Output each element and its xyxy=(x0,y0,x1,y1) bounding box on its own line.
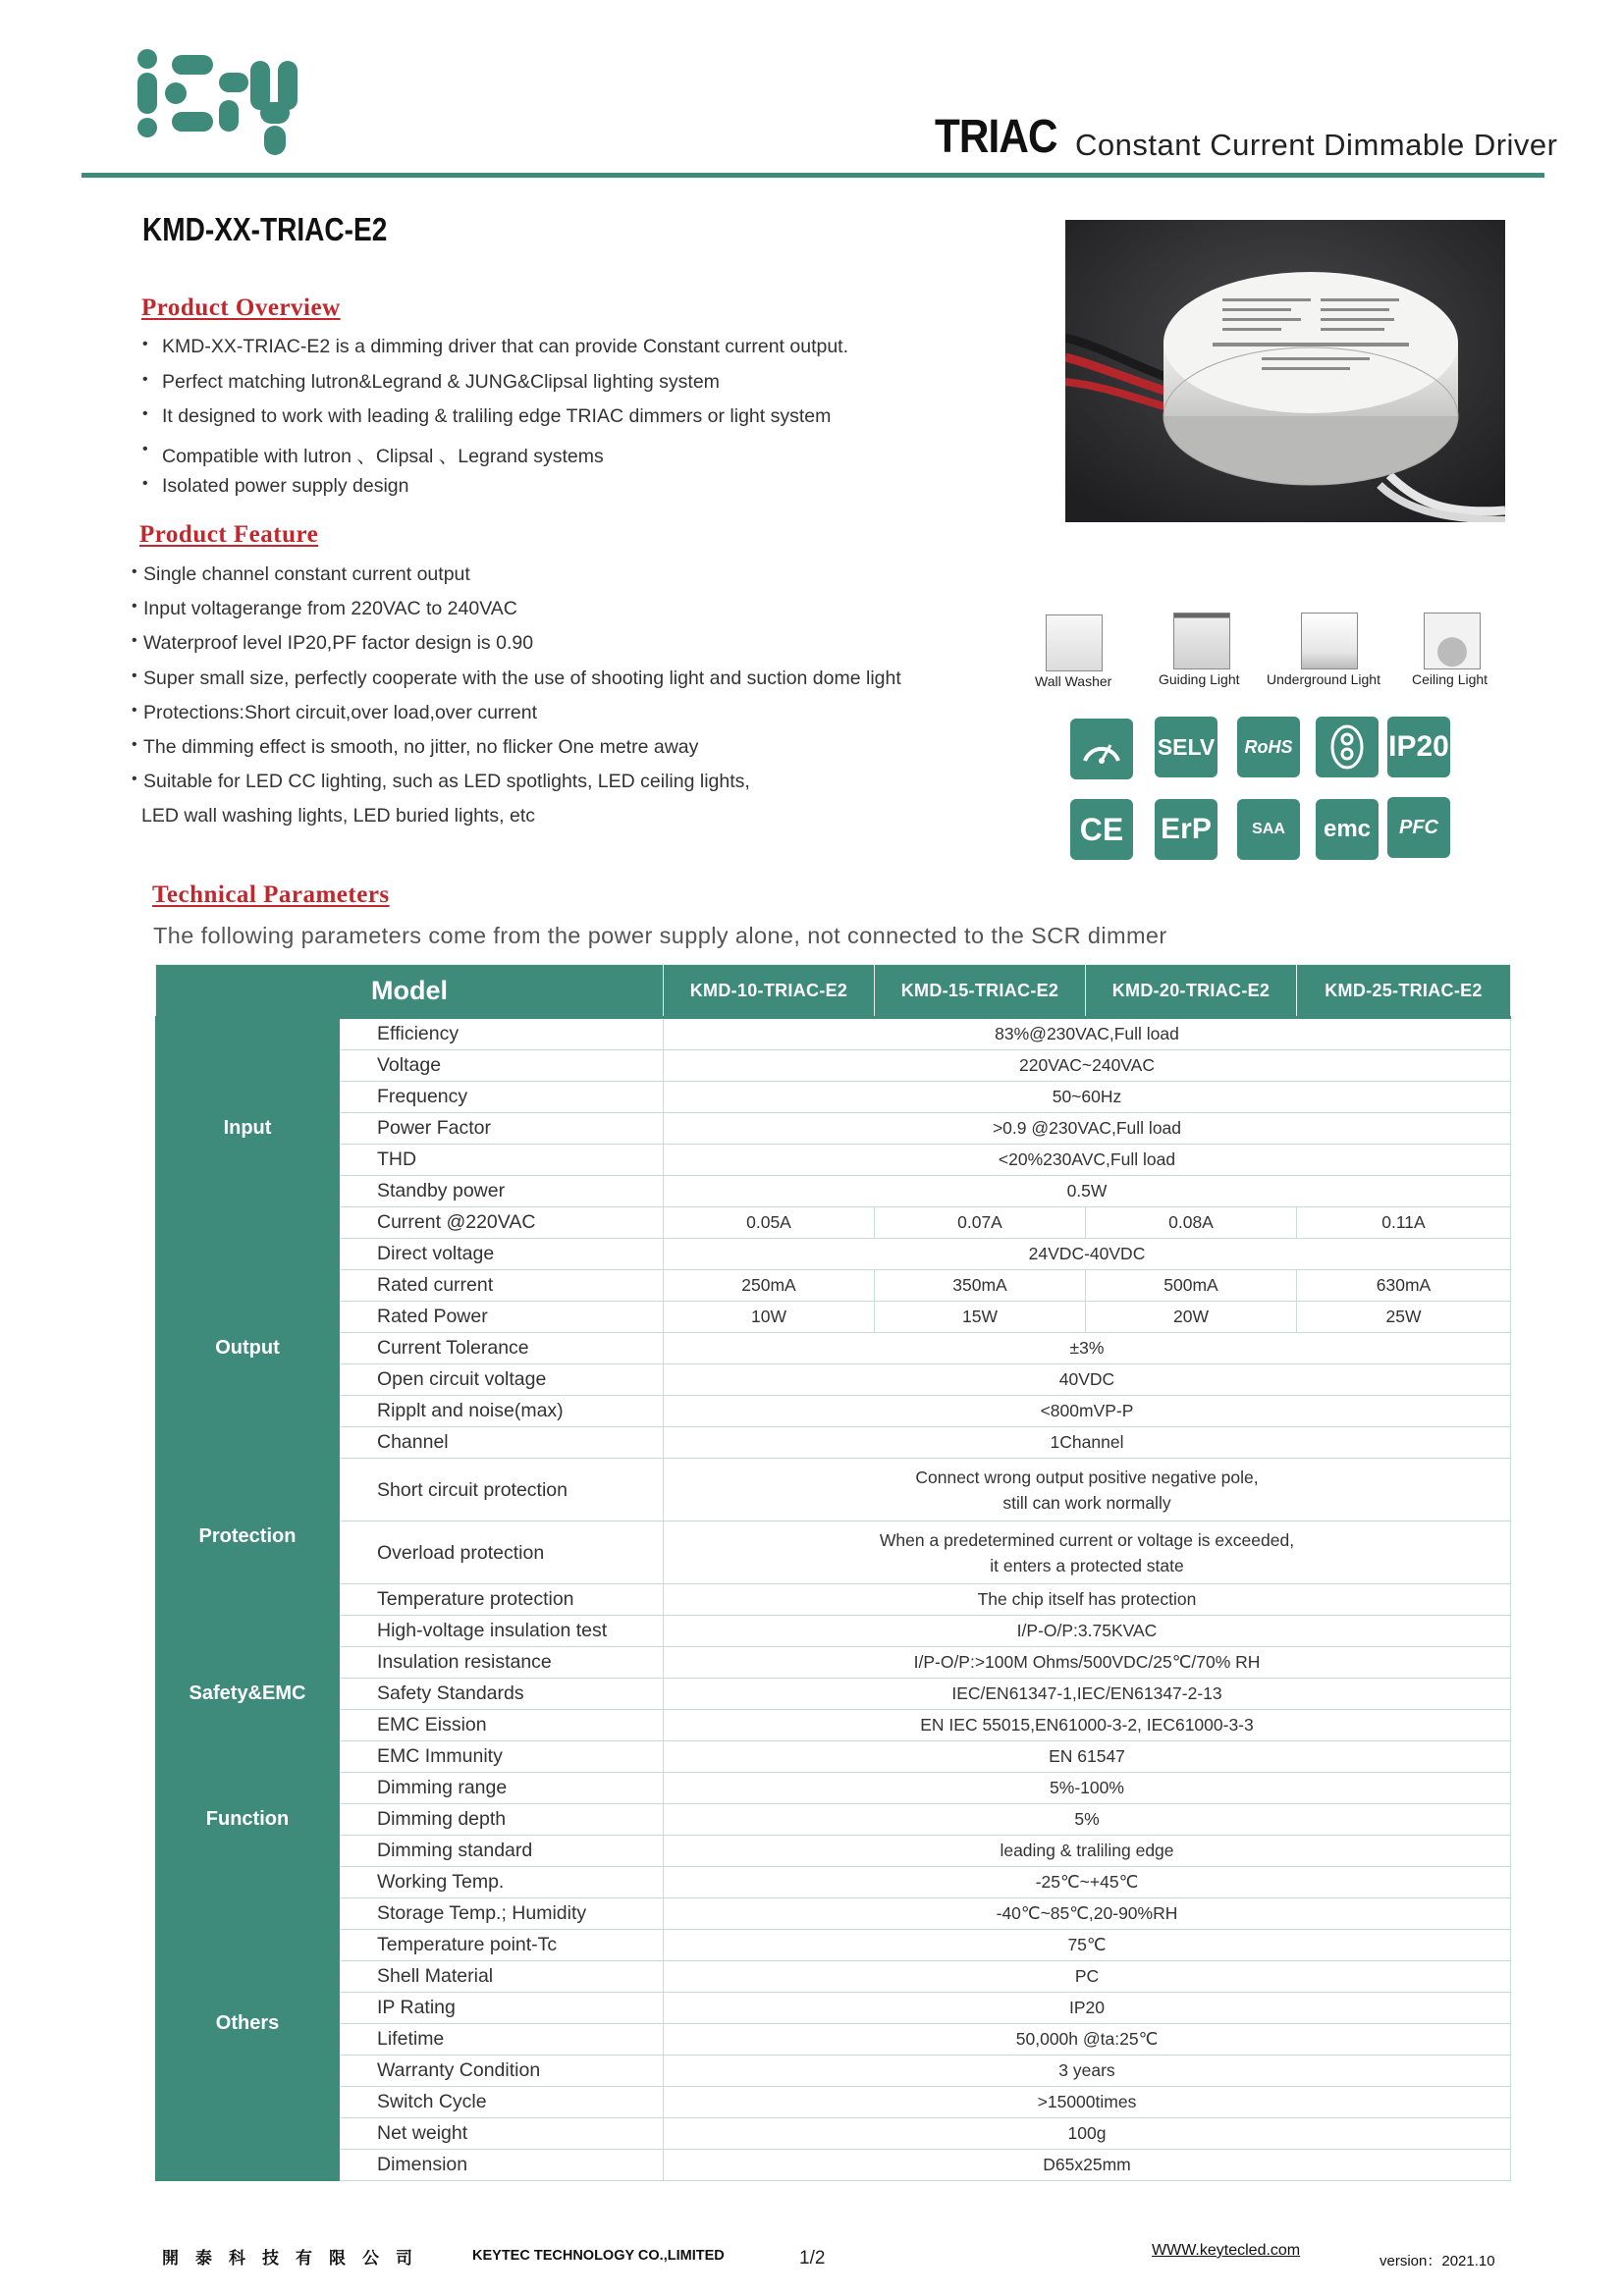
overview-item: • Isolated power supply design xyxy=(142,475,848,510)
ip20-badge-icon: IP20 xyxy=(1387,717,1450,777)
group-others: Others xyxy=(156,1867,340,2181)
table-row xyxy=(156,1961,1511,1993)
wall-washer-icon xyxy=(1046,614,1103,671)
table-row xyxy=(156,1113,1511,1145)
app-label-wall-washer: Wall Washer xyxy=(1035,673,1112,689)
param-value: <20%230AVC,Full load xyxy=(664,1145,1511,1176)
param-label: Dimming standard xyxy=(340,1836,664,1867)
table-row xyxy=(156,1459,1511,1522)
param-label: Insulation resistance xyxy=(340,1647,664,1679)
param-value: 0.08A xyxy=(1086,1207,1297,1239)
param-label: Open circuit voltage xyxy=(340,1364,664,1396)
param-value: D65x25mm xyxy=(664,2150,1511,2181)
param-value: 220VAC~240VAC xyxy=(664,1050,1511,1082)
param-value: 500mA xyxy=(1086,1270,1297,1302)
warranty-badge-icon xyxy=(1070,719,1133,779)
param-label: Warranty Condition xyxy=(340,2056,664,2087)
param-value: 75℃ xyxy=(664,1930,1511,1961)
footer-chinese-name: 開泰科技有限公司 xyxy=(162,2249,429,2269)
param-label: Temperature protection xyxy=(340,1584,664,1616)
param-label: Dimming depth xyxy=(340,1804,664,1836)
param-value: 630mA xyxy=(1297,1270,1511,1302)
param-value: 0.11A xyxy=(1297,1207,1511,1239)
table-row xyxy=(156,1239,1511,1270)
param-value: I/P-O/P:3.75KVAC xyxy=(664,1616,1511,1647)
header-model: Model xyxy=(156,965,664,1018)
group-protection: Protection xyxy=(156,1459,340,1616)
feature-item: • Waterproof level IP20,PF factor design is 0.90 xyxy=(132,632,901,667)
app-label-guiding-light: Guiding Light xyxy=(1159,671,1240,687)
group-output: Output xyxy=(156,1239,340,1459)
technical-title: Technical Parameters xyxy=(152,881,390,908)
table-row xyxy=(156,1584,1511,1616)
header-brand-word: TRIAC xyxy=(935,111,1057,163)
footer-company: KEYTEC TECHNOLOGY CO.,LIMITED xyxy=(472,2248,725,2264)
table-row xyxy=(156,1930,1511,1961)
table-row xyxy=(156,1364,1511,1396)
param-value-line: still can work normally xyxy=(1002,1492,1171,1513)
param-label: Rated current xyxy=(340,1270,664,1302)
underground-light-icon xyxy=(1301,613,1358,669)
param-label: Ripplt and noise(max) xyxy=(340,1396,664,1427)
emc-badge-icon: emc xyxy=(1316,799,1379,860)
rohs-badge-icon: RoHS xyxy=(1237,717,1300,777)
table-row xyxy=(156,1207,1511,1239)
table-row xyxy=(156,2150,1511,2181)
table-row xyxy=(156,1898,1511,1930)
table-row xyxy=(156,1176,1511,1207)
param-label: Current @220VAC xyxy=(340,1207,664,1239)
param-label: Rated Power xyxy=(340,1302,664,1333)
param-label: Temperature point-Tc xyxy=(340,1930,664,1961)
param-label: Current Tolerance xyxy=(340,1333,664,1364)
param-label: IP Rating xyxy=(340,1993,664,2024)
erp-badge-icon: ErP xyxy=(1155,799,1217,860)
param-value: 0.05A xyxy=(664,1207,875,1239)
param-value-line: When a predetermined current or voltage is exceeded, xyxy=(879,1529,1295,1550)
param-value: 25W xyxy=(1297,1302,1511,1333)
table-row xyxy=(156,1710,1511,1741)
pfc-badge-icon: PFC xyxy=(1387,797,1450,858)
param-label: THD xyxy=(340,1145,664,1176)
table-row xyxy=(156,1804,1511,1836)
param-label: Lifetime xyxy=(340,2024,664,2056)
param-label: High-voltage insulation test xyxy=(340,1616,664,1647)
param-label: Power Factor xyxy=(340,1113,664,1145)
table-row xyxy=(156,1082,1511,1113)
param-value: IP20 xyxy=(664,1993,1511,2024)
table-row xyxy=(156,1867,1511,1898)
group-input: Input xyxy=(156,1018,340,1239)
table-row xyxy=(156,1145,1511,1176)
param-label: Working Temp. xyxy=(340,1867,664,1898)
header-divider xyxy=(81,173,1544,178)
param-value: 100g xyxy=(664,2118,1511,2150)
header-model-20: KMD-20-TRIAC-E2 xyxy=(1086,965,1297,1018)
param-label: Standby power xyxy=(340,1176,664,1207)
app-label-underground-light: Underground Light xyxy=(1267,671,1380,687)
param-label: Storage Temp.; Humidity xyxy=(340,1898,664,1930)
group-function: Function xyxy=(156,1773,340,1867)
param-value: 0.5W xyxy=(664,1176,1511,1207)
header-model-15: KMD-15-TRIAC-E2 xyxy=(875,965,1086,1018)
param-value: 5% xyxy=(664,1804,1511,1836)
overview-title: Product Overview xyxy=(141,294,341,321)
param-value: -40℃~85℃,20-90%RH xyxy=(664,1898,1511,1930)
app-label-ceiling-light: Ceiling Light xyxy=(1412,671,1488,687)
spec-table xyxy=(155,964,1511,2181)
param-value: <800mVP-P xyxy=(664,1396,1511,1427)
param-value: 50~60Hz xyxy=(664,1082,1511,1113)
feature-item: • Input voltagerange from 220VAC to 240VAC xyxy=(132,598,901,632)
param-value: 250mA xyxy=(664,1270,875,1302)
model-title: KMD-XX-TRIAC-E2 xyxy=(142,211,388,247)
param-value: The chip itself has protection xyxy=(664,1584,1511,1616)
feature-item: • Protections:Short circuit,over load,over current xyxy=(132,702,901,736)
overview-item: • KMD-XX-TRIAC-E2 is a dimming driver that can provide Constant current output. xyxy=(142,336,848,371)
technical-note: The following parameters come from the power supply alone, not connected to the SCR dimmer xyxy=(153,923,1167,948)
param-value: 24VDC-40VDC xyxy=(664,1239,1511,1270)
param-label: Short circuit protection xyxy=(340,1459,664,1522)
table-row xyxy=(156,1773,1511,1804)
param-value: 1Channel xyxy=(664,1427,1511,1459)
header-subtitle: Constant Current Dimmable Driver xyxy=(1075,128,1558,162)
param-value: PC xyxy=(664,1961,1511,1993)
table-row xyxy=(156,1679,1511,1710)
overview-item: • Perfect matching lutron&Legrand & JUNG&Clipsal lighting system xyxy=(142,371,848,406)
param-value-line: Connect wrong output positive negative pole, xyxy=(915,1467,1259,1487)
header-model-10: KMD-10-TRIAC-E2 xyxy=(664,965,875,1018)
param-value: >0.9 @230VAC,Full load xyxy=(664,1113,1511,1145)
param-value: 5%-100% xyxy=(664,1773,1511,1804)
overview-item: • Compatible with lutron 、Clipsal 、Legrand systems xyxy=(142,441,848,476)
saa-badge-icon: SAA xyxy=(1237,799,1300,860)
website-link[interactable]: WWW.keytecled.com xyxy=(1152,2242,1301,2259)
table-row xyxy=(156,2056,1511,2087)
table-row xyxy=(156,1522,1511,1584)
table-row xyxy=(156,1647,1511,1679)
param-label: EMC Immunity xyxy=(340,1741,664,1773)
overview-item: • It designed to work with leading & traliling edge TRIAC dimmers or light system xyxy=(142,405,848,441)
table-row xyxy=(156,1741,1511,1773)
param-value: 20W xyxy=(1086,1302,1297,1333)
param-label: Switch Cycle xyxy=(340,2087,664,2118)
param-label: EMC Eission xyxy=(340,1710,664,1741)
table-row xyxy=(156,1333,1511,1364)
param-value: EN IEC 55015,EN61000-3-2, IEC61000-3-3 xyxy=(664,1710,1511,1741)
group-safety-emc: Safety&EMC xyxy=(156,1616,340,1773)
param-label: Safety Standards xyxy=(340,1679,664,1710)
param-value: 15W xyxy=(875,1302,1086,1333)
param-value: >15000times xyxy=(664,2087,1511,2118)
company-logo xyxy=(133,47,314,165)
ceiling-light-icon xyxy=(1424,613,1481,669)
table-row xyxy=(156,2087,1511,2118)
table-row xyxy=(156,1270,1511,1302)
param-value: 10W xyxy=(664,1302,875,1333)
feature-title: Product Feature xyxy=(139,521,319,548)
table-row xyxy=(156,1302,1511,1333)
param-label: Voltage xyxy=(340,1050,664,1082)
param-value: ±3% xyxy=(664,1333,1511,1364)
header-model-25: KMD-25-TRIAC-E2 xyxy=(1297,965,1511,1018)
param-value: I/P-O/P:>100M Ohms/500VDC/25℃/70% RH xyxy=(664,1647,1511,1679)
product-photo xyxy=(1065,220,1505,522)
table-header-row xyxy=(156,965,1511,1018)
selv-badge-icon: SELV xyxy=(1155,717,1217,777)
table-row xyxy=(156,1427,1511,1459)
param-value: 3 years xyxy=(664,2056,1511,2087)
table-row xyxy=(156,1018,1511,1050)
param-value-line: it enters a protected state xyxy=(990,1555,1184,1575)
table-row xyxy=(156,1836,1511,1867)
feature-item: • Super small size, perfectly cooperate with the use of shooting light and suction dome light xyxy=(132,667,901,702)
param-label: Efficiency xyxy=(340,1018,664,1050)
param-label: Frequency xyxy=(340,1082,664,1113)
param-value: 83%@230VAC,Full load xyxy=(664,1018,1511,1050)
table-row xyxy=(156,1993,1511,2024)
table-row xyxy=(156,2024,1511,2056)
guiding-light-icon xyxy=(1173,613,1230,669)
param-value: IEC/EN61347-1,IEC/EN61347-2-13 xyxy=(664,1679,1511,1710)
param-value: 0.07A xyxy=(875,1207,1086,1239)
safety-transformer-badge-icon xyxy=(1316,717,1379,777)
param-label: Shell Material xyxy=(340,1961,664,1993)
param-label: Dimension xyxy=(340,2150,664,2181)
param-value: 40VDC xyxy=(664,1364,1511,1396)
param-value: -25℃~+45℃ xyxy=(664,1867,1511,1898)
table-row xyxy=(156,1616,1511,1647)
param-label: Channel xyxy=(340,1427,664,1459)
table-row xyxy=(156,2118,1511,2150)
param-value: 350mA xyxy=(875,1270,1086,1302)
ce-badge-icon: CE xyxy=(1070,799,1133,860)
param-value: leading & traliling edge xyxy=(664,1836,1511,1867)
feature-list xyxy=(132,563,901,840)
feature-item-continuation: LED wall washing lights, LED buried lights, etc xyxy=(141,805,536,828)
table-row xyxy=(156,1050,1511,1082)
param-value xyxy=(664,1459,1511,1522)
param-label: Dimming range xyxy=(340,1773,664,1804)
param-label: Direct voltage xyxy=(340,1239,664,1270)
param-value: EN 61547 xyxy=(664,1741,1511,1773)
feature-item: • Suitable for LED CC lighting, such as LED spotlights, LED ceiling lights, xyxy=(132,771,901,805)
param-label: Net weight xyxy=(340,2118,664,2150)
version-label: version：2021.10 xyxy=(1380,2253,1495,2269)
table-row xyxy=(156,1396,1511,1427)
overview-list xyxy=(142,336,848,510)
driver-illustration xyxy=(1065,220,1505,522)
feature-item: • Single channel constant current output xyxy=(132,563,901,598)
page-number: 1/2 xyxy=(799,2248,826,2269)
param-value: 50,000h @ta:25℃ xyxy=(664,2024,1511,2056)
param-label: Overload protection xyxy=(340,1522,664,1584)
feature-item: • The dimming effect is smooth, no jitter, no flicker One metre away xyxy=(132,736,901,771)
param-value xyxy=(664,1522,1511,1584)
